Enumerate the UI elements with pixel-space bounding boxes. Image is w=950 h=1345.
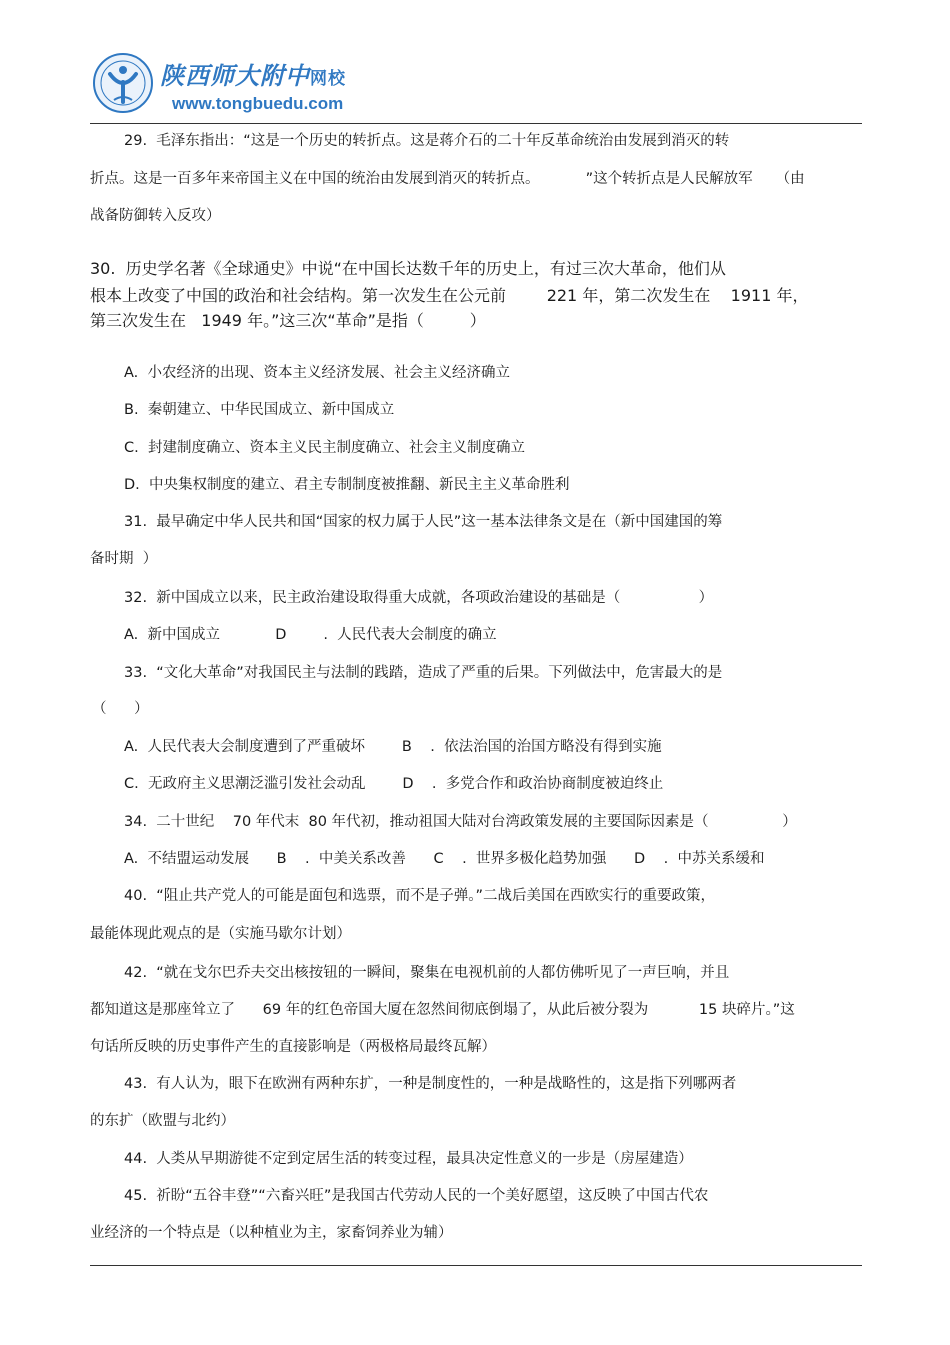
question-30-line-1: 30. 历史学名著《全球通史》中说“在中国长达数千年的历史上，有过三次大革命，他们从 xyxy=(90,259,726,278)
question-34-line-1: 34. 二十世纪 70 年代末 80 年代初，推动祖国大陆对台湾政策发展的主要国际因素是（ ） xyxy=(124,814,797,830)
question-33-line-1: 33. “文化大革命”对我国民主与法制的践踏，造成了严重的后果。下列做法中，危害最大的是 xyxy=(124,665,723,681)
question-44-line-1: 44. 人类从早期游徙不定到定居生活的转变过程，最具决定性意义的一步是（房屋建造） xyxy=(124,1151,693,1167)
question-42-line-3: 句话所反映的历史事件产生的直接影响是（两极格局最终瓦解） xyxy=(90,1039,496,1055)
school-logo-icon xyxy=(92,52,154,114)
question-43-line-2: 的东扩（欧盟与北约） xyxy=(90,1113,235,1129)
brand-url: www.tongbuedu.com xyxy=(172,94,344,113)
question-30-line-3: 第三次发生在 1949 年。”这三次“革命”是指（ ） xyxy=(90,311,486,330)
question-42-line-2: 都知道这是那座耸立了 69 年的红色帝国大厦在忽然间彻底倒塌了，从此后被分裂为 15 块碎片。”这 xyxy=(90,1002,795,1018)
question-45-line-1: 45. 祈盼“五谷丰登”“六畜兴旺”是我国古代劳动人民的一个美好愿望，这反映了中国古代农 xyxy=(124,1188,709,1204)
question-29-line-1: 29. 毛泽东指出：“这是一个历史的转折点。这是蒋介石的二十年反革命统治由发展到消灭的转 xyxy=(124,133,730,149)
question-30-option-a: A. 小农经济的出现、资本主义经济发展、社会主义经济确立 xyxy=(124,365,510,381)
question-30-option-d: D. 中央集权制度的建立、君主专制制度被推翻、新民主主义革命胜利 xyxy=(124,477,570,493)
brand-name-suffix: 网校 xyxy=(310,69,346,89)
header-divider xyxy=(90,123,862,124)
footer-divider xyxy=(90,1265,862,1266)
question-31-line-1: 31. 最早确定中华人民共和国“国家的权力属于人民”这一基本法律条文是在（新中国建国的筹 xyxy=(124,514,723,530)
question-32-line-1: 32. 新中国成立以来，民主政治建设取得重大成就，各项政治建设的基础是（ ） xyxy=(124,590,714,606)
brand-name-main: 陕西师大附中 xyxy=(160,61,310,90)
question-34-options: A. 不结盟运动发展 B . 中美关系改善 C . 世界多极化趋势加强 D . 中苏关系缓和 xyxy=(124,851,765,867)
question-30-option-c: C. 封建制度确立、资本主义民主制度确立、社会主义制度确立 xyxy=(124,440,525,456)
question-33-line-2: （ ） xyxy=(92,701,149,717)
question-30-option-b: B. 秦朝建立、中华民国成立、新中国成立 xyxy=(124,402,395,418)
page-header xyxy=(92,50,392,120)
question-31-line-2: 备时期 ） xyxy=(90,551,158,567)
question-45-line-2: 业经济的一个特点是（以种植业为主，家畜饲养业为辅） xyxy=(90,1225,453,1241)
question-33-options-cd: C. 无政府主义思潮泛滥引发社会动乱 D . 多党合作和政治协商制度被迫终止 xyxy=(124,776,664,792)
question-40-line-1: 40. “阻止共产党人的可能是面包和选票，而不是子弹。”二战后美国在西欧实行的重要政策， xyxy=(124,888,716,904)
brand-name xyxy=(160,56,346,91)
question-29-line-2: 折点。这是一百多年来帝国主义在中国的统治由发展到消灭的转折点。 ”这个转折点是人民解放军 （由 xyxy=(90,171,805,187)
question-29-line-3: 战备防御转入反攻） xyxy=(90,208,221,224)
question-30-line-2: 根本上改变了中国的政治和社会结构。第一次发生在公元前 221 年，第二次发生在 1911 年， xyxy=(90,286,809,305)
question-42-line-1: 42. “就在戈尔巴乔夫交出核按钮的一瞬间，聚集在电视机前的人都仿佛听见了一声巨响，并且 xyxy=(124,965,730,981)
question-43-line-1: 43. 有人认为，眼下在欧洲有两种东扩，一种是制度性的，一种是战略性的，这是指下列哪两者 xyxy=(124,1076,737,1092)
question-40-line-2: 最能体现此观点的是（实施马歇尔计划） xyxy=(90,926,351,942)
question-33-options-ab: A. 人民代表大会制度遭到了严重破坏 B . 依法治国的治国方略没有得到实施 xyxy=(124,739,662,755)
question-32-options: A. 新中国成立 D . 人民代表大会制度的确立 xyxy=(124,627,497,643)
